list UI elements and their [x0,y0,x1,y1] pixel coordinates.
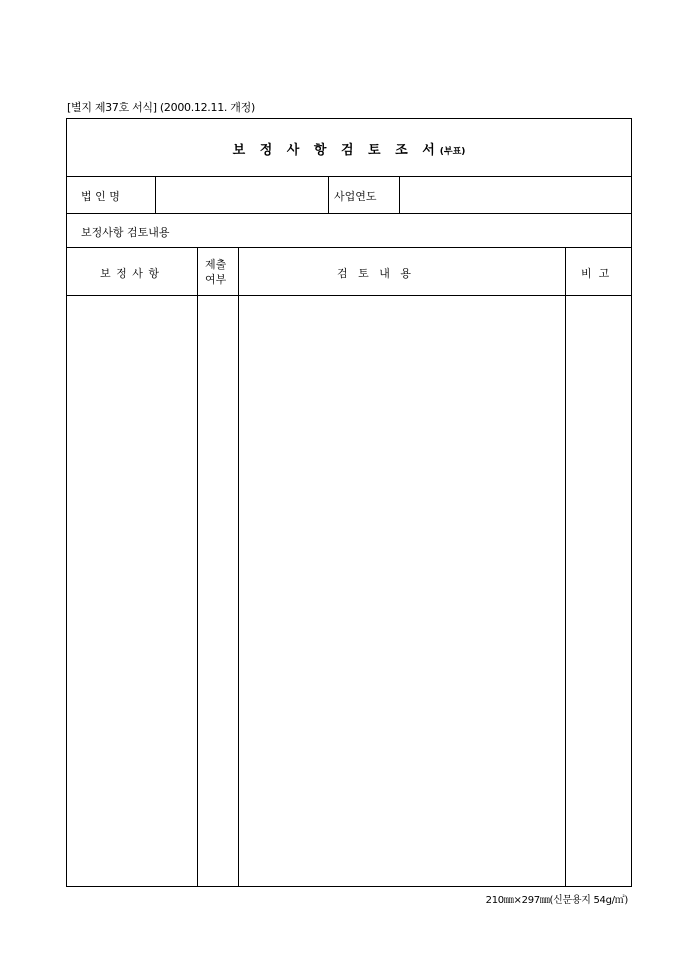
remarks-cell[interactable] [566,296,631,886]
review-content-cell[interactable] [239,296,565,886]
divider [328,177,329,213]
col-review-content: 검 토 내 용 [337,267,411,280]
col-submitted-line2: 여부 [205,273,227,286]
title-row [67,119,631,177]
review-form [66,118,632,887]
corp-info-row [67,177,631,214]
fiscal-year-label: 사업연도 [334,190,377,203]
content-label-row [67,214,631,248]
submitted-cell[interactable] [198,296,238,886]
col-remarks: 비 고 [581,267,610,280]
fiscal-year-field[interactable] [400,177,631,213]
correction-items-cell[interactable] [67,296,197,886]
column-header-row [67,248,631,296]
form-title-main: 보 정 사 항 검 토 조 서 [232,143,440,158]
form-header-note: [별지 제37호 서식] (2000.12.11. 개정) [67,101,255,114]
content-label: 보정사항 검토내용 [81,226,170,239]
form-title-sub: (부표) [439,147,466,157]
col-submitted-line1: 제출 [205,258,227,271]
corp-name-field[interactable] [156,177,328,213]
corp-name-label: 법 인 명 [81,190,120,203]
form-title [67,139,631,158]
review-body [67,296,631,886]
col-correction-items: 보 정 사 항 [100,267,160,280]
paper-spec-note: 210㎜×297㎜(신문용지 54g/㎡) [485,895,628,906]
